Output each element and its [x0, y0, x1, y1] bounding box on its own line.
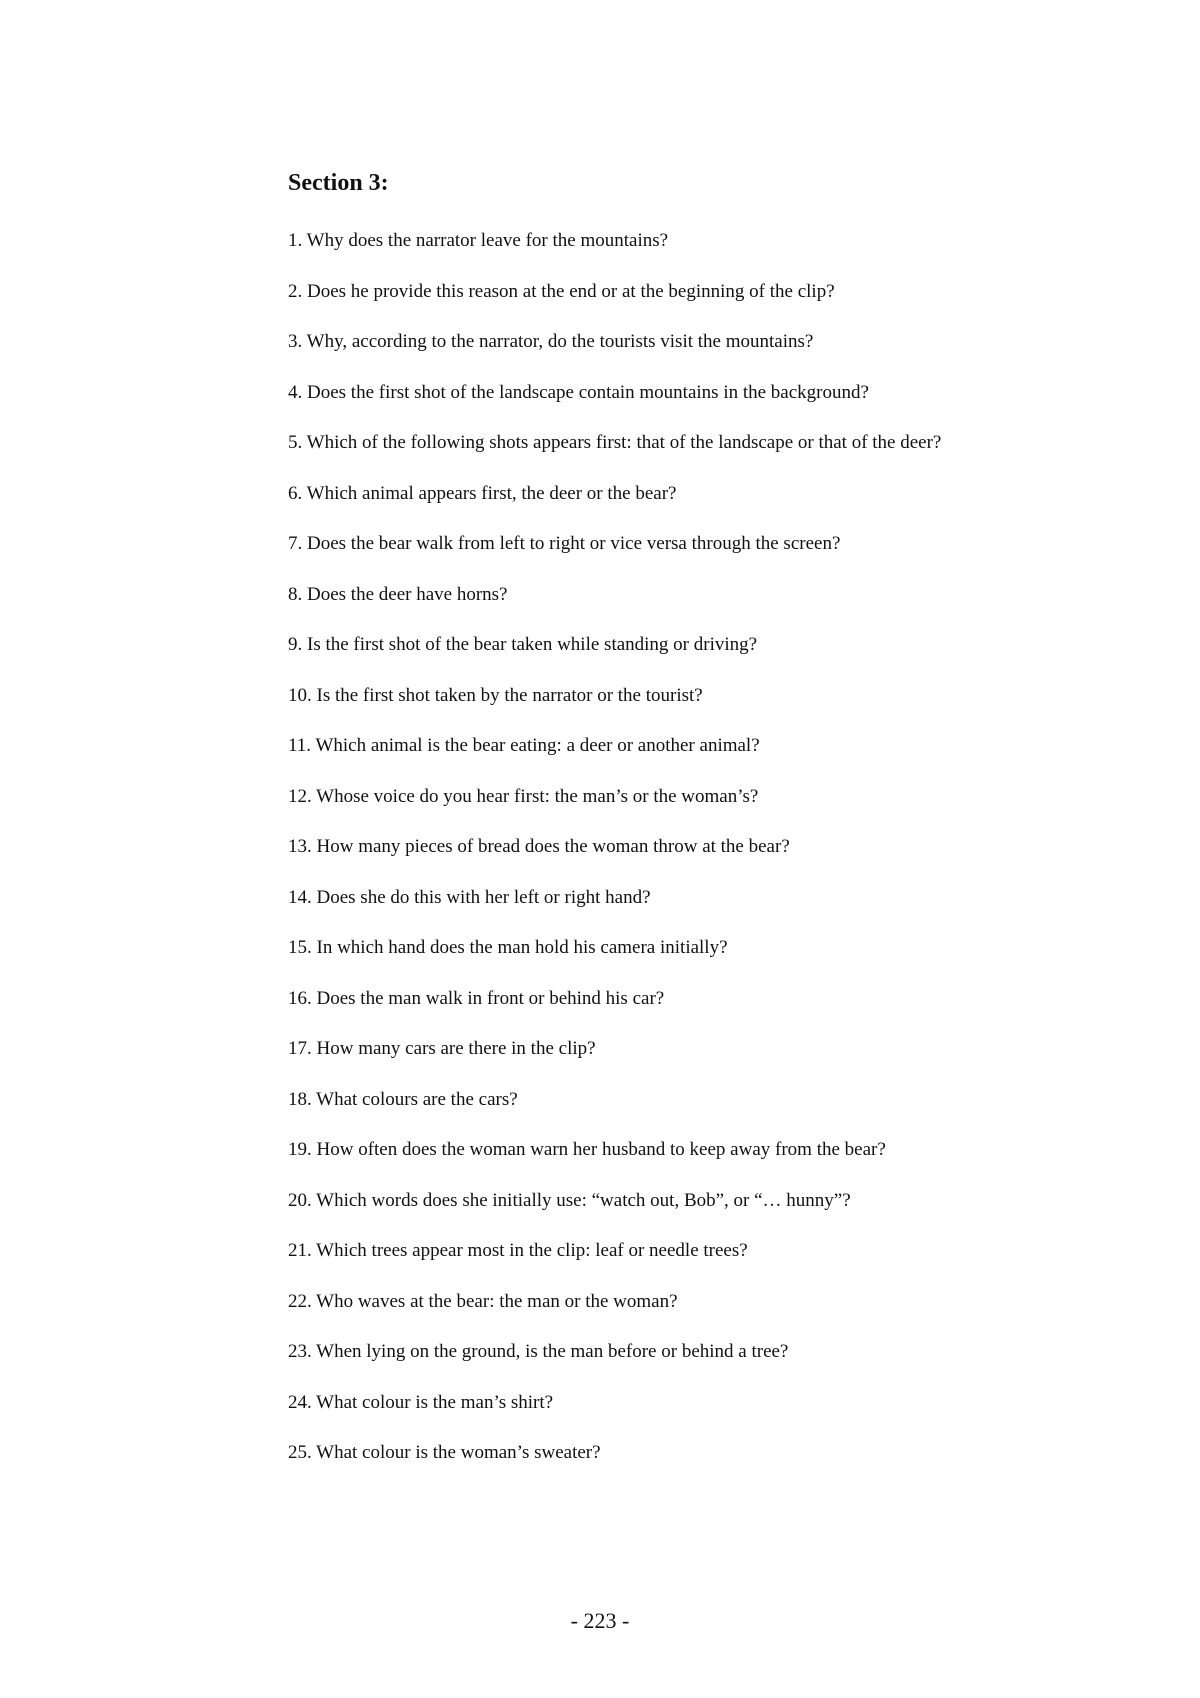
question-item: 18. What colours are the cars? — [288, 1088, 518, 1110]
question-item: 9. Is the first shot of the bear taken while standing or driving? — [288, 634, 758, 655]
question-item: 10. Is the first shot taken by the narrator or the tourist? — [288, 684, 703, 706]
question-list — [288, 228, 988, 1491]
question-item: 1. Why does the narrator leave for the mountains? — [288, 230, 669, 251]
question-item: 19. How often does the woman warn her husband to keep away from the bear? — [288, 1139, 886, 1160]
question-item: 6. Which animal appears first, the deer or the bear? — [288, 482, 677, 504]
question-item: 8. Does the deer have horns? — [288, 583, 508, 605]
question-item: 17. How many cars are there in the clip? — [288, 1038, 596, 1059]
question-item: 7. Does the bear walk from left to right or vice versa through the screen? — [288, 533, 841, 554]
question-item: 5. Which of the following shots appears first: that of the landscape or that of the deer? — [288, 432, 942, 453]
question-item: 3. Why, according to the narrator, do the tourists visit the mountains? — [288, 331, 814, 352]
question-item: 23. When lying on the ground, is the man before or behind a tree? — [288, 1341, 789, 1362]
question-item: 2. Does he provide this reason at the end or at the beginning of the clip? — [288, 280, 835, 302]
section-heading: Section 3: — [288, 170, 389, 196]
question-item: 24. What colour is the man’s shirt? — [288, 1391, 554, 1413]
question-item: 12. Whose voice do you hear first: the man’s or the woman’s? — [288, 785, 759, 807]
question-item: 11. Which animal is the bear eating: a deer or another animal? — [288, 735, 760, 756]
question-item: 22. Who waves at the bear: the man or the woman? — [288, 1290, 678, 1312]
question-item: 20. Which words does she initially use: “watch out, Bob”, or “… hunny”? — [288, 1189, 851, 1211]
question-item: 15. In which hand does the man hold his camera initially? — [288, 937, 728, 958]
question-item: 13. How many pieces of bread does the woman throw at the bear? — [288, 836, 790, 857]
question-item: 16. Does the man walk in front or behind his car? — [288, 987, 665, 1009]
question-item: 14. Does she do this with her left or right hand? — [288, 886, 651, 908]
question-item: 21. Which trees appear most in the clip: leaf or needle trees? — [288, 1240, 748, 1261]
page-number: - 223 - — [570, 1608, 630, 1633]
question-item: 4. Does the first shot of the landscape contain mountains in the background? — [288, 381, 869, 403]
question-item: 25. What colour is the woman’s sweater? — [288, 1442, 601, 1463]
